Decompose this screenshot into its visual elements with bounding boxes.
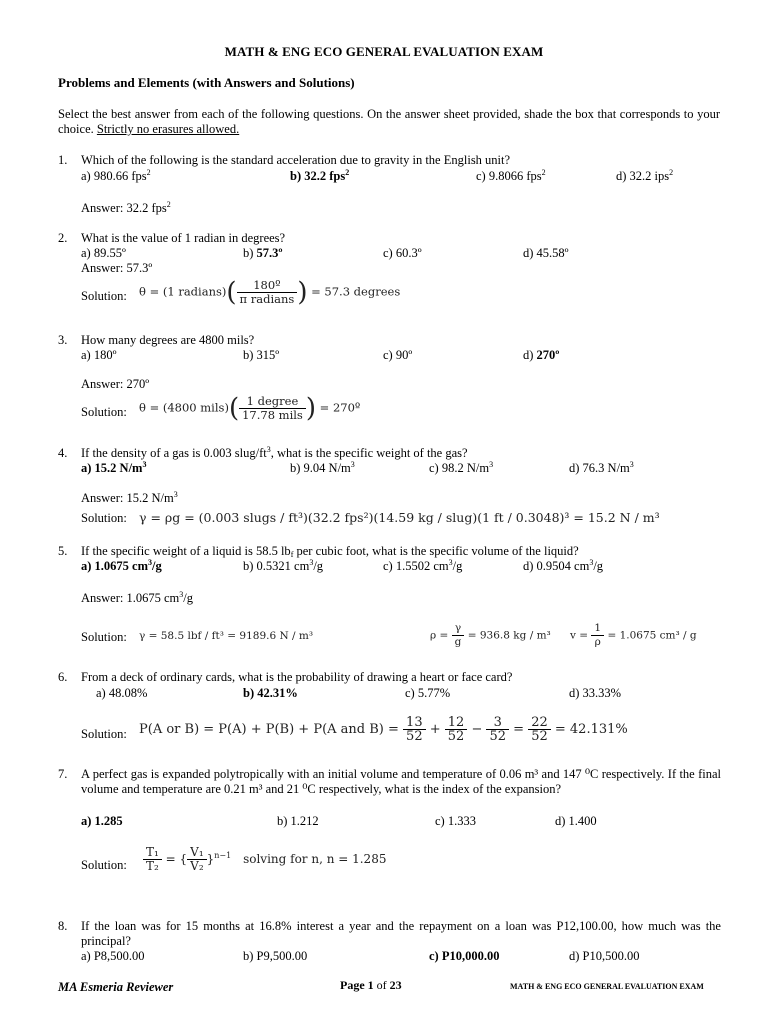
question-number: 6.: [58, 670, 68, 684]
option-a: a) 1.0675 $cm^3/g$: [81, 558, 162, 573]
question-text: How many degrees are 4800 mils?: [81, 333, 255, 347]
solution-formula-2: ρ = $\frac{\gamma}{g}$ = 936.8 kg / m³: [430, 622, 551, 648]
question-number: 5.: [58, 544, 68, 558]
question-number: 2.: [58, 231, 68, 245]
instructions: [58, 107, 720, 137]
option-c: c) 9.8066 fps$^2$: [476, 168, 546, 183]
page-number: Page 1 of 23: [340, 978, 402, 992]
footer-left: MA Esmeria Reviewer: [58, 980, 174, 994]
question-text: Which of the following is the standard acceleration due to gravity in the English unit?: [81, 153, 511, 167]
option-a: a) 1.285: [81, 814, 123, 828]
option-b: b) 57.3º: [243, 246, 283, 260]
answer: Answer: 32.2 fps$^2$: [81, 200, 171, 215]
answer: Answer: 270º: [81, 377, 150, 391]
instructions-text: Select the best answer from each of the following questions. On the answer sheet provided, shade the box that corresponds to your choice.: [58, 107, 720, 136]
solution-label: Solution:: [81, 858, 127, 872]
option-d: d) 0.9504 $cm^3/g$: [523, 558, 604, 573]
instructions-emphasis: Strictly no erasures allowed.: [96, 122, 240, 136]
page-subtitle: Problems and Elements (with Answers and Solutions): [58, 75, 355, 90]
option-d: d) P10,500.00: [569, 949, 640, 963]
option-a: a) 180º: [81, 348, 117, 362]
solution-formula: P(A or B) = P(A) + P(B) + P(A and B) = $\frac{13}{52}$ + $\frac{12}{52}$ − $\frac{3}{52}$ = $\frac{22}{52}$ = 42.131%: [139, 715, 628, 744]
question-text: If the loan was for 15 months at 16.8% interest a year and the repayment on a loan was P12,100.00, how much was the principal?: [81, 919, 721, 948]
option-d: d) 270º: [523, 348, 560, 362]
solution-formula: γ = ρg = (0.003 slugs / ft³)(32.2 fps²)(14.59 kg / slug)(1 ft / 0.3048)³ = 15.2 N / m³: [139, 510, 660, 525]
option-a: a) 89.55º: [81, 246, 126, 260]
footer-right: MATH & ENG ECO GENERAL EVALUATION EXAM: [510, 982, 704, 991]
question-number: 1.: [58, 153, 68, 167]
question-text: If the specific weight of a liquid is 58.5 $lb_f$ per cubic foot, what is the specific volume of the liquid?: [81, 544, 579, 559]
option-b: b) 1.212: [277, 814, 319, 828]
option-c: c) 1.5502 $cm^3/g$: [383, 558, 463, 573]
question-number: 7.: [58, 767, 68, 781]
answer: Answer: 1.0675 $cm^3/g$: [81, 590, 193, 605]
solution-formula-1: γ = 58.5 lbf / ft³ = 9189.6 N / m³: [139, 630, 314, 642]
option-a: a) 15.2 $N/m^3$: [81, 460, 147, 475]
answer: Answer: 57.3º: [81, 261, 153, 275]
option-b: b) 32.2 fps$^2$: [290, 168, 350, 183]
option-b: b) 9.04 $N/m^3$: [290, 460, 355, 475]
question-text: From a deck of ordinary cards, what is the probability of drawing a heart or face card?: [81, 670, 513, 684]
option-a: a) P8,500.00: [81, 949, 145, 963]
option-b: b) 315º: [243, 348, 280, 362]
option-b: b) 42.31%: [243, 686, 298, 700]
solution-formula-3: v = $\frac{1}{\rho}$ = 1.0675 cm³ / g: [570, 622, 697, 648]
option-c: c) 90º: [383, 348, 413, 362]
option-d: d) 32.2 ips$^2$: [616, 168, 674, 183]
question-text: What is the value of 1 radian in degrees?: [81, 231, 286, 245]
page-title: MATH & ENG ECO GENERAL EVALUATION EXAM: [224, 44, 544, 59]
solution-formula: θ = (1 radians)( $\frac{\text{180º}}{\text{π radians}}$ ) = 57.3 degrees: [139, 277, 401, 308]
answer: Answer: 15.2 $N/m^3$: [81, 490, 178, 505]
option-b: b) 0.5321 $cm^3/g$: [243, 558, 324, 573]
option-c: c) 1.333: [435, 814, 476, 828]
option-c: c) P10,000.00: [429, 949, 500, 963]
solution-label: Solution:: [81, 511, 127, 525]
question-text: A perfect gas is expanded polytropically with an initial volume and temperature of 0.06 m³ and 147 ⁰C respectively. If the final volume and temperature are 0.21 m³ and 21 ⁰C respectively, what is the index of the expansion?: [81, 767, 721, 796]
option-d: d) 1.400: [555, 814, 597, 828]
option-a: a) 980.66 fps$^2$: [81, 168, 151, 183]
solution-formula: θ = (4800 mils)( $\frac{\text{1 degree}}{\text{17.78 mils}}$ ) = 270º: [139, 393, 361, 424]
question-number: 4.: [58, 446, 68, 460]
solution-formula: $\frac{\text{T₁}}{\text{T₂}}$ = { $\frac{\text{V₁}}{\text{V₂}}$ }$^{n-1}$ solving for n, n = 1.285: [143, 846, 386, 873]
option-b: b) P9,500.00: [243, 949, 308, 963]
solution-label: Solution:: [81, 630, 127, 644]
question-text: If the density of a gas is 0.003 slug/$ft^3$, what is the specific weight of the gas?: [81, 445, 468, 460]
question-number: 3.: [58, 333, 68, 347]
solution-label: Solution:: [81, 289, 127, 303]
option-c: c) 98.2 $N/m^3$: [429, 460, 494, 475]
solution-label: Solution:: [81, 727, 127, 741]
option-d: d) 45.58º: [523, 246, 569, 260]
solution-label: Solution:: [81, 405, 127, 419]
option-d: d) 76.3 $N/m^3$: [569, 460, 634, 475]
question-number: 8.: [58, 919, 68, 933]
option-c: c) 60.3º: [383, 246, 422, 260]
option-a: a) 48.08%: [96, 686, 148, 700]
option-c: c) 5.77%: [405, 686, 451, 700]
option-d: d) 33.33%: [569, 686, 622, 700]
